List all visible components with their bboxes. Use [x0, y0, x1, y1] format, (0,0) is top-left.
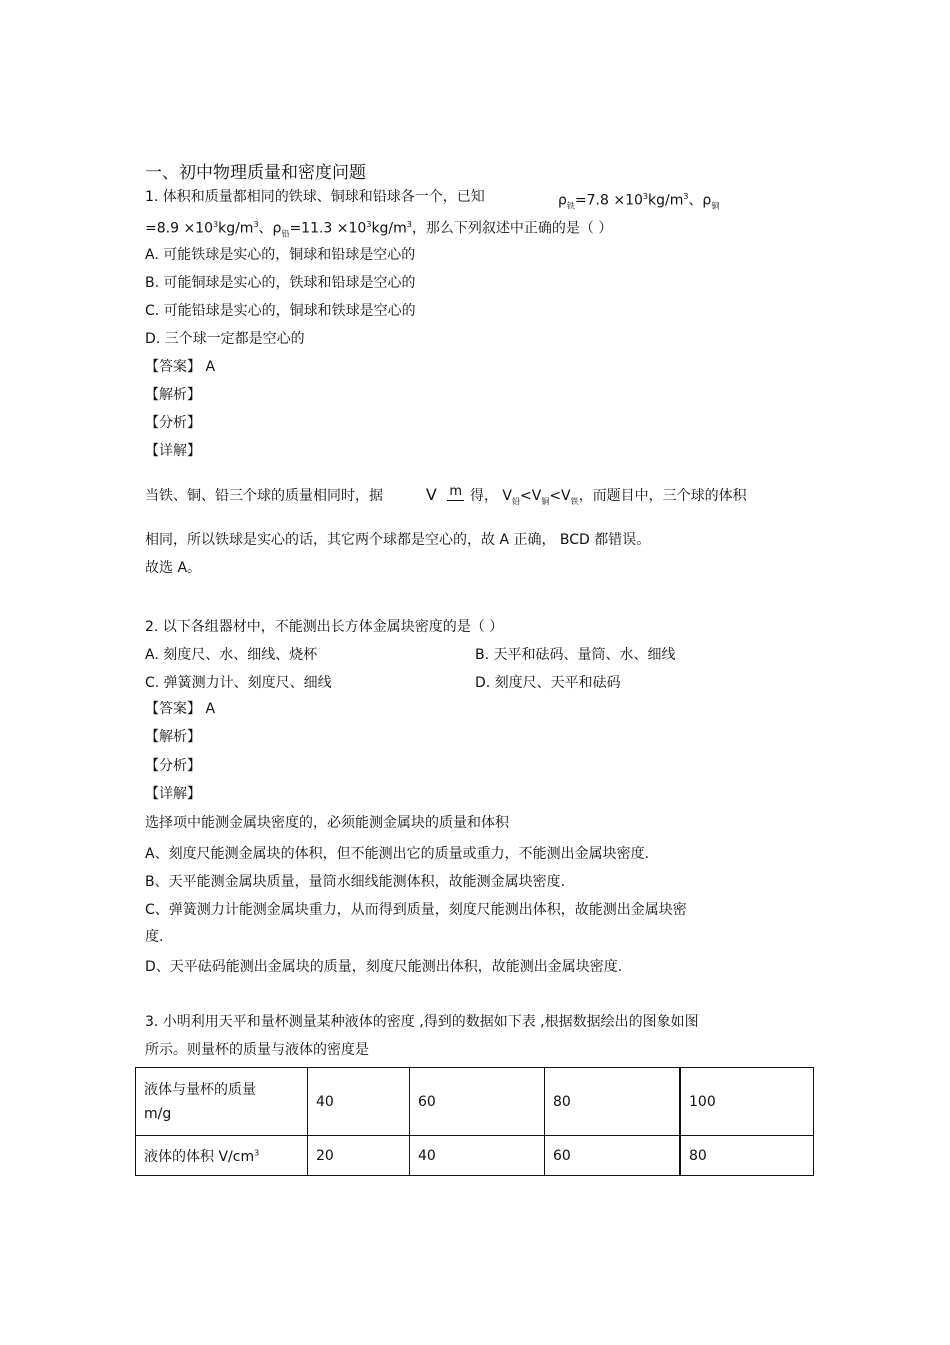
exponent: 3: [366, 220, 372, 229]
q1-fenxi-heading: 【分析】: [145, 415, 201, 431]
section-title: 一、初中物理质量和密度问题: [145, 163, 366, 183]
table-cell: 100: [680, 1068, 814, 1136]
table-row-label: [136, 1068, 308, 1136]
subscript-lead: 铅: [281, 229, 290, 239]
value-iron: =7.8 ×10: [574, 192, 643, 209]
q2-stem: 2. 以下各组器材中，不能测出长方体金属块密度的是（ ）: [145, 619, 504, 635]
exponent: 3: [406, 220, 412, 229]
q1-explanation-line2: 相同，所以铁球是实心的话，其它两个球都是空心的，故 A 正确， BCD 都错误。: [145, 532, 651, 548]
q2-explanation-line: A、刻度尺能测金属块的体积，但不能测出它的质量或重力，不能测出金属块密度.: [145, 846, 650, 862]
row-label-line: 液体与量杯的质量: [144, 1081, 256, 1098]
q2-option-b: B. 天平和砝码、量筒、水、细线: [475, 647, 676, 663]
q2-explanation-line: 度.: [145, 929, 164, 945]
q1-detail-heading: 【详解】: [145, 443, 201, 459]
subscript-iron: 铁: [570, 496, 579, 506]
q1-option-d: D. 三个球一定都是空心的: [145, 331, 305, 347]
q2-explanation-line: B、天平能测金属块质量，量筒水细线能测体积，故能测金属块密度.: [145, 874, 566, 890]
data-table: [135, 1067, 814, 1176]
table-cell: 60: [545, 1136, 681, 1176]
value-copper: =8.9 ×10: [145, 220, 213, 237]
exponent: 3: [213, 220, 219, 229]
explanation-text: 当铁、铜、铅三个球的质量相同时，据: [145, 488, 383, 504]
unit: kg/m: [371, 220, 407, 237]
table-row-label: [136, 1136, 308, 1176]
table-cell: 80: [680, 1136, 814, 1176]
unit: kg/m: [647, 192, 684, 209]
row-label-line: 液体的体积 V/cm: [144, 1148, 255, 1165]
inequality: <V: [549, 488, 571, 504]
q1-stem-tail: ，那么下列叙述中正确的是（ ）: [411, 220, 613, 237]
q3-stem-line1: 3. 小明利用天平和量杯测量某种液体的密度 ,得到的数据如下表 ,根据数据绘出的图象如图: [145, 1014, 699, 1030]
inequality: <V: [520, 488, 542, 504]
fraction-numerator: m: [449, 484, 462, 499]
q1-stem-text: 1. 体积和质量都相同的铁球、铜球和铅球各一个，已知: [145, 189, 485, 205]
q1-option-c: C. 可能铅球是实心的，铜球和铁球是空心的: [145, 303, 416, 319]
q2-option-c: C. 弹簧测力计、刻度尺、细线: [145, 675, 332, 691]
row-label-unit: m/g: [144, 1105, 172, 1122]
q2-explanation-line: D、天平砝码能测出金属块的质量，刻度尺能测出体积，故能测出金属块密度.: [145, 959, 623, 975]
subscript-iron: 铁: [566, 201, 575, 211]
q1-stem-line1: [145, 188, 485, 206]
table-row: [136, 1136, 814, 1176]
table-cell: 60: [410, 1068, 545, 1136]
rho-symbol: ρ: [558, 192, 567, 209]
explanation-text: ，而题目中，三个球的体积: [578, 488, 747, 504]
q1-option-a: A. 可能铁球是实心的，铜球和铅球是空心的: [145, 247, 416, 263]
exponent: 3: [253, 220, 259, 229]
q2-option-a: A. 刻度尺、水、细线、烧杯: [145, 647, 318, 663]
q1-answer: 【答案】 A: [145, 359, 216, 375]
table-cell: 80: [545, 1068, 681, 1136]
q1-stem-line2: [145, 216, 612, 243]
density-fraction: [447, 485, 464, 507]
q2-explanation-line: 选择项中能测金属块密度的，必须能测金属块的质量和体积: [145, 815, 509, 831]
value-lead: =11.3 ×10: [289, 220, 367, 237]
q3-stem-line2: 所示。则量杯的质量与液体的密度是: [145, 1042, 369, 1058]
q2-option-d: D. 刻度尺、天平和砝码: [475, 675, 621, 691]
subscript-copper: 铜: [711, 201, 720, 211]
q1-option-b: B. 可能铜球是实心的，铁球和铅球是空心的: [145, 275, 416, 291]
rho-symbol: 、ρ: [258, 220, 282, 237]
table-row: [136, 1068, 814, 1136]
q1-explanation-line1: [145, 480, 747, 517]
q2-explanation-line: C、弹簧测力计能测金属块重力，从而得到质量，刻度尺能测出体积，故能测出金属块密: [145, 902, 687, 918]
q1-explanation-line3: 故选 A。: [145, 560, 202, 576]
q2-analysis-heading: 【解析】: [145, 729, 201, 745]
explanation-text: 得， V: [469, 488, 513, 504]
exponent: 3: [683, 192, 689, 201]
q1-analysis-heading: 【解析】: [145, 387, 201, 403]
exponent: 3: [254, 1147, 260, 1157]
subscript-copper: 铜: [541, 496, 550, 506]
rho-symbol: 、ρ: [688, 192, 712, 209]
table-cell: 40: [410, 1136, 545, 1176]
q2-detail-heading: 【详解】: [145, 786, 201, 802]
table-cell: 20: [308, 1136, 410, 1176]
q2-fenxi-heading: 【分析】: [145, 758, 201, 774]
exponent: 3: [642, 192, 648, 201]
q2-answer: 【答案】 A: [145, 701, 216, 717]
table-cell: 40: [308, 1068, 410, 1136]
volume-symbol: V: [425, 485, 437, 504]
unit: kg/m: [218, 220, 254, 237]
q1-stem-formula1: [558, 188, 719, 215]
subscript-lead: 铅: [512, 496, 521, 506]
